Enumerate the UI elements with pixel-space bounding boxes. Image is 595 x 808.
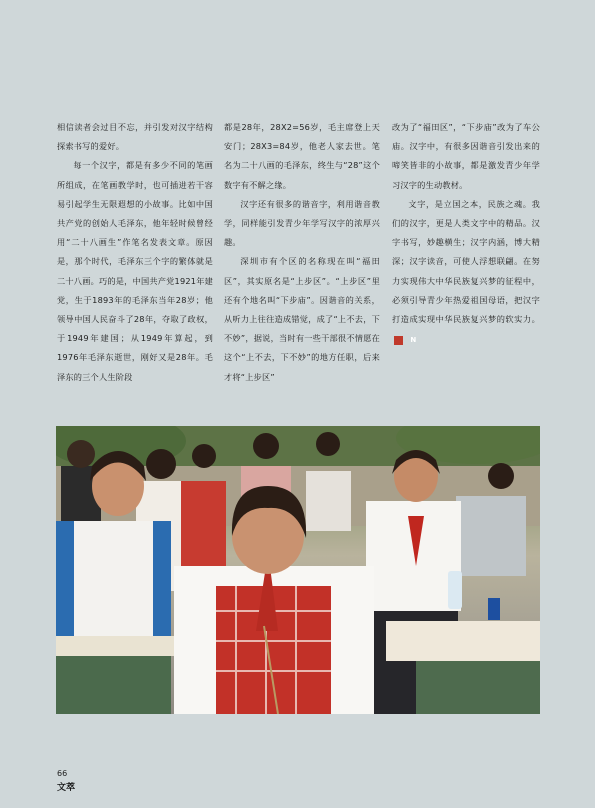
body-paragraph: 文字，是立国之本，民族之魂。我们的汉字，更是人类文字中的精品。汉字书写，妙趣横生；汉字内涵，博大精深；汉字读音，可使人浮想联翩。在努力实现伟大中华民族复兴梦的征程中，必须引导青少年热爱祖国母语，把汉字打造成实现中华民族复兴梦的软实力。N — [392, 198, 540, 345]
body-paragraph: 每一个汉字，都是有多少不同的笔画所组成，在笔画教学时，也可插进若干容易引起学生无限遐想的小故事。比如中国共产党的创始人毛泽东，他年轻时候曾经用“二十八画生”作笔名发表文章。原因是，那个时代，毛泽东三个字的繁体就是二十八画。巧的是，中国共产党1921年建党，生于1893年的毛泽东当年28岁；他领导中国人民奋斗了28年，夺取了政权，于1949年建国；从1949年算起，到1976年毛泽东逝世，刚好又是28年。毛泽东的三个人生阶段 — [57, 160, 213, 382]
text-column-2 — [224, 118, 380, 387]
body-paragraph: 相信读者会过目不忘，并引发对汉字结构探索书写的爱好。 — [57, 122, 213, 152]
body-paragraph: 深圳市有个区的名称现在叫“福田区”，其实原名是“上步区”。“上步区”里还有个地名叫“下步庙”。因谐音的关系，从听力上往往造成错觉，成了“上不去，下不妙”，据说，当时有一些干部很不情愿在这个“上不去，下不妙”的地方任职，后来才将“上步区” — [224, 256, 380, 382]
publication-logo: 文萃 — [57, 783, 76, 793]
text-column-3 — [392, 118, 540, 348]
body-paragraph: 都是28年，28X2=56岁，毛主席登上天安门；28X3=84岁，他老人家去世。笔名为二十八画的毛泽东，终生与“28”这个数字有不解之缘。 — [224, 122, 380, 190]
text-column-1 — [57, 118, 213, 387]
end-mark: N — [394, 336, 403, 345]
body-paragraph: 改为了“福田区”，“下步庙”改为了车公庙。汉字中，有很多因谐音引发出来的啼笑皆非的小故事，都是激发青少年学习汉字的生动教材。 — [392, 122, 540, 190]
body-paragraph: 汉字还有很多的谐音字，利用谐音教学，同样能引发青少年学写汉字的浓厚兴趣。 — [224, 198, 380, 248]
page-number: 66 — [57, 769, 68, 778]
calligraphy-class-photo — [56, 426, 540, 714]
